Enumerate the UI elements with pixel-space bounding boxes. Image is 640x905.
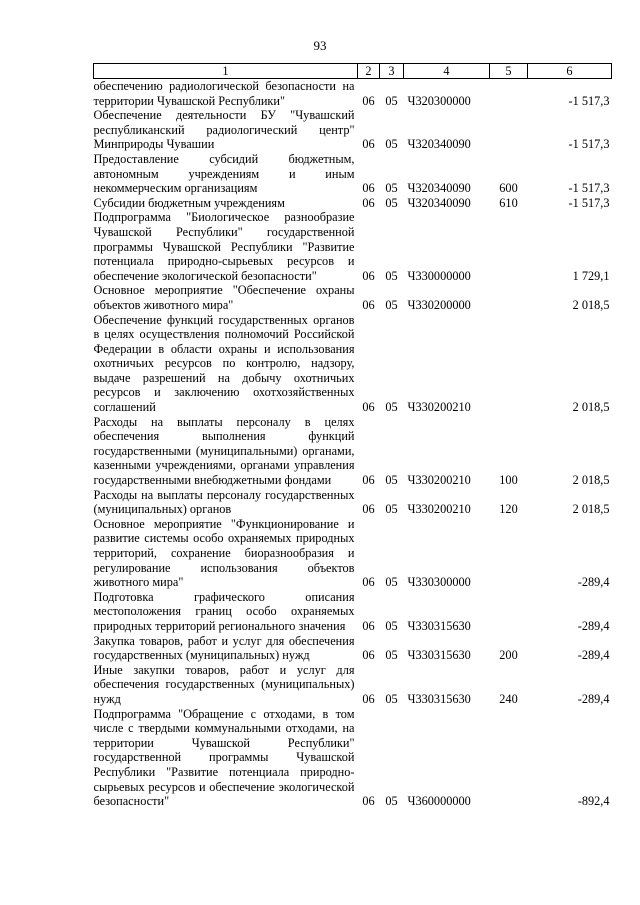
- amount-cell: 2 018,5: [572, 400, 610, 415]
- amount-cell: -289,4: [577, 691, 610, 706]
- subsection-code-cell: 05: [385, 400, 398, 415]
- section-code-cell: 06: [362, 794, 375, 809]
- target-article-cell: Ч320340090: [407, 195, 471, 210]
- description-cell: Обеспечение функций государственных органов в целях осуществления полномочий Российской Федерации в области охраны и использования охотничьих ресурсов по контролю, надзору, выдаче разрешений на добычу охотничьих ресурсов и заключению охотхозяйственных соглашений: [93, 312, 355, 415]
- target-article-cell: Ч330315630: [407, 691, 471, 706]
- expense-type-cell: [490, 79, 528, 109]
- target-article-cell: Ч330000000: [407, 268, 471, 283]
- table-row: [94, 313, 612, 415]
- amount-cell: -289,4: [577, 648, 610, 663]
- budget-table: [93, 63, 612, 809]
- section-code-cell: 06: [362, 181, 375, 196]
- table-row: [94, 517, 612, 590]
- amount-cell: 2 018,5: [572, 297, 610, 312]
- target-article-cell: Ч330300000: [407, 575, 471, 590]
- target-article-cell: Ч330200210: [407, 473, 471, 488]
- section-code-cell: 06: [362, 502, 375, 517]
- amount-cell: -289,4: [577, 618, 610, 633]
- amount-cell: 2 018,5: [572, 473, 610, 488]
- target-article-cell: Ч320340090: [407, 137, 471, 152]
- expense-type-cell: [490, 108, 528, 152]
- subsection-code-cell: 05: [385, 648, 398, 663]
- section-code-cell: 06: [362, 473, 375, 488]
- amount-cell: -289,4: [577, 575, 610, 590]
- table-row: [94, 196, 612, 211]
- description-cell: Подпрограмма "Биологическое разнообразие Чувашской Республики" государственной программы Чувашской Республики "Развитие потенциала природно-сырьевых ресурсов и обеспечение экологической безопасности": [93, 210, 355, 283]
- description-cell: обеспечению радиологической безопасности на территории Чувашской Республики": [93, 79, 355, 108]
- expense-type-cell: 120: [499, 502, 518, 517]
- section-code-cell: 06: [362, 137, 375, 152]
- header-col-6: 6: [528, 64, 612, 79]
- section-code-cell: 06: [362, 195, 375, 210]
- table-row: [94, 79, 612, 109]
- target-article-cell: Ч360000000: [407, 794, 471, 809]
- subsection-code-cell: 05: [385, 181, 398, 196]
- description-cell: Субсидии бюджетным учреждениям: [93, 195, 285, 210]
- amount-cell: 1 729,1: [572, 268, 610, 283]
- expense-type-cell: 200: [499, 648, 518, 663]
- expense-type-cell: [490, 283, 528, 312]
- amount-cell: -1 517,3: [568, 181, 610, 196]
- subsection-code-cell: 05: [385, 297, 398, 312]
- header-col-1: 1: [94, 64, 358, 79]
- table-row: [94, 590, 612, 634]
- description-cell: Обеспечение деятельности БУ "Чувашский республиканский радиологический центр" Минприроды Чувашии: [93, 108, 355, 152]
- section-code-cell: 06: [362, 575, 375, 590]
- description-cell: Иные закупки товаров, работ и услуг для обеспечения государственных (муниципальных) нужд: [93, 662, 355, 706]
- description-cell: Предоставление субсидий бюджетным, автономным учреждениям и иным некоммерческим организациям: [93, 151, 355, 196]
- expense-type-cell: [490, 210, 528, 283]
- amount-cell: 2 018,5: [572, 502, 610, 517]
- table-row: [94, 488, 612, 517]
- target-article-cell: Ч320340090: [407, 181, 471, 196]
- section-code-cell: 06: [362, 648, 375, 663]
- subsection-code-cell: 05: [385, 502, 398, 517]
- section-code-cell: 06: [362, 400, 375, 415]
- expense-type-cell: 610: [499, 195, 518, 210]
- table-header: [94, 64, 612, 79]
- expense-type-cell: [490, 517, 528, 590]
- description-cell: Подпрограмма "Обращение с отходами, в том числе с твердыми коммунальными отходами, на территории Чувашской Республики" государственной программы Чувашской Республики "Развитие потенциала природно-сырьевых ресурсов и обеспечение экологической безопасности": [93, 706, 355, 809]
- section-code-cell: 06: [362, 618, 375, 633]
- expense-type-cell: 600: [499, 181, 518, 196]
- expense-type-cell: [490, 707, 528, 809]
- subsection-code-cell: 05: [385, 93, 398, 108]
- description-cell: Подготовка графического описания местоположения границ особо охраняемых природных территорий регионального значения: [93, 589, 355, 633]
- header-col-4: 4: [404, 64, 490, 79]
- subsection-code-cell: 05: [385, 575, 398, 590]
- target-article-cell: Ч330200000: [407, 297, 471, 312]
- target-article-cell: Ч330200210: [407, 400, 471, 415]
- description-cell: Основное мероприятие "Обеспечение охраны объектов животного мира": [93, 283, 355, 312]
- amount-cell: -1 517,3: [568, 195, 610, 210]
- subsection-code-cell: 05: [385, 794, 398, 809]
- expense-type-cell: [490, 590, 528, 634]
- amount-cell: -1 517,3: [568, 137, 610, 152]
- table-row: [94, 108, 612, 152]
- description-cell: Закупка товаров, работ и услуг для обеспечения государственных (муниципальных) нужд: [93, 633, 355, 663]
- header-col-5: 5: [490, 64, 528, 79]
- target-article-cell: Ч330200210: [407, 502, 471, 517]
- table-row: [94, 152, 612, 196]
- subsection-code-cell: 05: [385, 618, 398, 633]
- table-body: [94, 79, 612, 809]
- header-col-2: 2: [358, 64, 380, 79]
- header-row: [94, 64, 612, 79]
- expense-type-cell: 100: [499, 473, 518, 488]
- subsection-code-cell: 05: [385, 691, 398, 706]
- description-cell: Расходы на выплаты персоналу в целях обеспечения выполнения функций государственными (муниципальными) органами, казенными учреждениями, органами управления государственными внебюджетными фондами: [93, 414, 355, 488]
- section-code-cell: 06: [362, 93, 375, 108]
- subsection-code-cell: 05: [385, 473, 398, 488]
- table-row: [94, 283, 612, 312]
- section-code-cell: 06: [362, 268, 375, 283]
- amount-cell: -892,4: [577, 794, 610, 809]
- amount-cell: -1 517,3: [568, 93, 610, 108]
- table-row: [94, 210, 612, 283]
- expense-type-cell: [490, 313, 528, 415]
- section-code-cell: 06: [362, 297, 375, 312]
- table-row: [94, 634, 612, 663]
- table-row: [94, 663, 612, 707]
- target-article-cell: Ч320300000: [407, 93, 471, 108]
- subsection-code-cell: 05: [385, 195, 398, 210]
- target-article-cell: Ч330315630: [407, 648, 471, 663]
- header-col-3: 3: [380, 64, 404, 79]
- description-cell: Расходы на выплаты персоналу государственных (муниципальных) органов: [93, 487, 355, 517]
- table-row: [94, 415, 612, 488]
- subsection-code-cell: 05: [385, 137, 398, 152]
- subsection-code-cell: 05: [385, 268, 398, 283]
- section-code-cell: 06: [362, 691, 375, 706]
- description-cell: Основное мероприятие "Функционирование и развитие системы особо охраняемых природных территорий, сохранение биоразнообразия и регулирование использования объектов животного мира": [93, 516, 355, 590]
- expense-type-cell: 240: [499, 691, 518, 706]
- page-number: 93: [313, 38, 327, 53]
- table-row: [94, 707, 612, 809]
- target-article-cell: Ч330315630: [407, 618, 471, 633]
